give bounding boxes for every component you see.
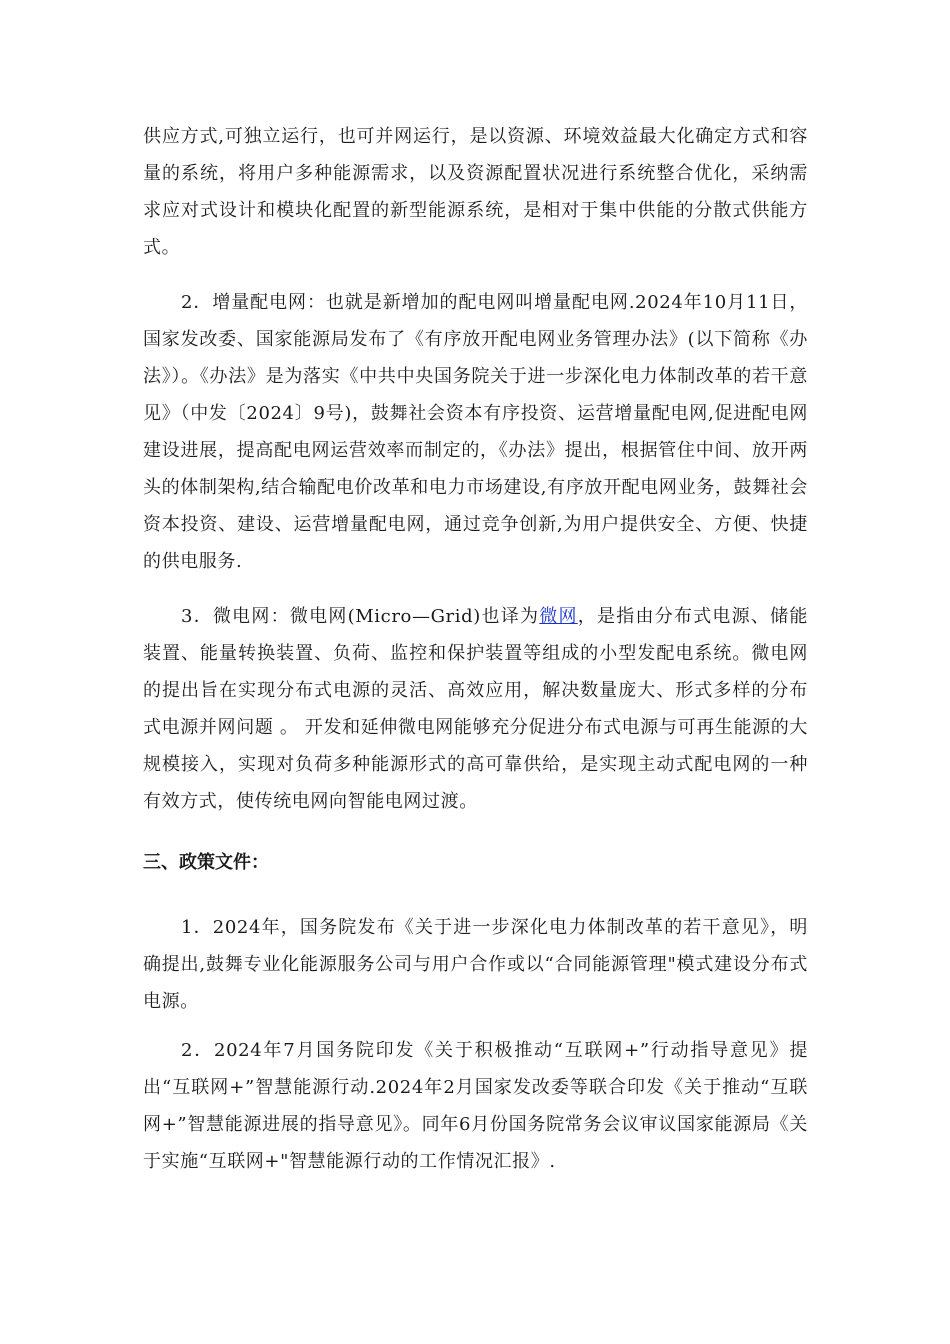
microgrid-link[interactable]: 微网 bbox=[539, 606, 578, 627]
policy-paragraph-1: 1．2024年，国务院发布《关于进一步深化电力体制改革的若干意见》，明确提出,鼓舞专业化能源服务公司与用户合作或以“合同能源管理"模式建设分布式电源。 bbox=[143, 917, 808, 1012]
microgrid-text-before: 3．微电网：微电网(Micro—Grid)也译为 bbox=[181, 606, 540, 627]
document-page bbox=[143, 118, 808, 1180]
microgrid-paragraph bbox=[143, 598, 808, 820]
policy-paragraph-2: 2．2024年7月国务院印发《关于积极推动“互联网+”行动指导意见》提出“互联网+”智慧能源行动.2024年2月国家发改委等联合印发《关于推动“互联网+”智慧能源进展的指导意见》。同年6月份国务院常务会议审议国家能源局《关于实施“互联网+"智慧能源行动的工作情况汇报》. bbox=[143, 1040, 808, 1172]
section-heading-policy: 三、政策文件： bbox=[143, 852, 269, 873]
incremental-grid-paragraph: 2．增量配电网：也就是新增加的配电网叫增量配电网.2024年10月11日，国家发改委、国家能源局发布了《有序放开配电网业务管理办法》(以下简称《办法》）。《办法》是为落实《中共中央国务院关于进一步深化电力体制改革的若干意见》（中发〔2024〕9号)，鼓舞社会资本有序投资、运营增量配电网,促进配电网建设进展，提高配电网运营效率而制定的，《办法》提出，根据管住中间、放开两头的体制架构,结合输配电价改革和电力市场建设,有序放开配电网业务，鼓舞社会资本投资、建设、运营增量配电网，通过竞争创新,为用户提供安全、方便、快捷的供电服务. bbox=[143, 292, 808, 572]
microgrid-text-after: ，是指由分布式电源、储能装置、能量转换装置、负荷、监控和保护装置等组成的小型发配电系统。微电网的提出旨在实现分布式电源的灵活、高效应用，解决数量庞大、形式多样的分布式电源并网问题 。 开发和延伸微电网能够充分促进分布式电源与可再生能源的大规模接入，实现对负荷多种能源形式的高可靠供给，是实现主动式配电网的一种有效方式，使传统电网向智能电网过渡。 bbox=[143, 606, 809, 812]
intro-paragraph: 供应方式,可独立运行，也可并网运行，是以资源、环境效益最大化确定方式和容量的系统，将用户多种能源需求，以及资源配置状况进行系统整合优化，采纳需求应对式设计和模块化配置的新型能源系统，是相对于集中供能的分散式供能方式。 bbox=[143, 126, 808, 258]
